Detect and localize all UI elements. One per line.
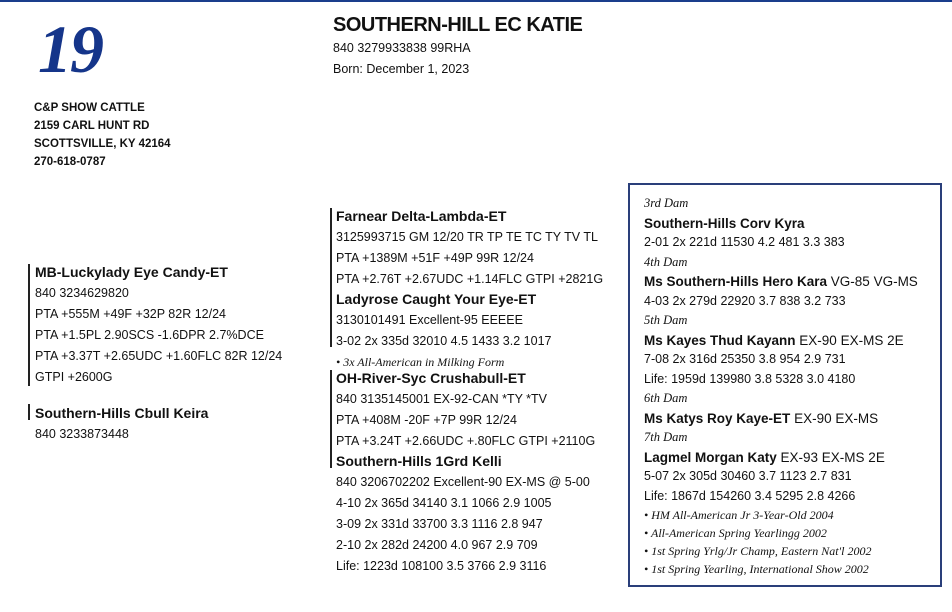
fourth-dam-heading — [644, 272, 918, 292]
maternal-granddam-line-5: Life: 1223d 108100 3.5 3766 2.9 3116 — [336, 559, 547, 573]
seventh-dam-name: Lagmel Morgan Katy — [644, 449, 777, 465]
seventh-dam-record-1: 5-07 2x 305d 30460 3.7 1123 2.7 831 — [644, 469, 852, 483]
maternal-grandsire-line-1: 840 3135145001 EX-92-CAN *TY *TV — [336, 392, 548, 406]
dam-name: Southern-Hills Cbull Keira — [35, 405, 209, 421]
consignor-city: SCOTTSVILLE, KY 42164 — [34, 138, 171, 150]
dam-family-box — [628, 183, 942, 587]
seventh-dam-heading — [644, 448, 918, 468]
paternal-granddam-line-2: 3-02 2x 335d 32010 4.5 1433 3.2 1017 — [336, 334, 552, 348]
pedigree-bar-left-dam — [28, 404, 30, 420]
paternal-grandsire-name: Farnear Delta-Lambda-ET — [336, 208, 507, 224]
fifth-dam-heading — [644, 331, 918, 351]
pedigree-bar-sire-side — [330, 208, 332, 296]
consignor-name: C&P SHOW CATTLE — [34, 102, 145, 114]
fifth-dam-record-1: 7-08 2x 316d 25350 3.8 954 2.9 731 — [644, 352, 846, 366]
fourth-dam-name: Ms Southern-Hills Hero Kara — [644, 274, 828, 289]
seventh-dam-classification: EX-93 EX-MS 2E — [776, 449, 885, 465]
sixth-dam-classification: EX-90 EX-MS — [790, 410, 879, 426]
top-rule — [0, 0, 952, 2]
fifth-dam-name: Ms Kayes Thud Kayann — [644, 332, 796, 348]
seventh-dam-record-2: Life: 1867d 154260 3.4 5295 2.8 4266 — [644, 488, 856, 503]
sixth-dam-label: 6th Dam — [644, 391, 688, 405]
maternal-granddam-name: Southern-Hills 1Grd Kelli — [336, 453, 502, 469]
sixth-dam-name: Ms Katys Roy Kaye-ET — [644, 410, 791, 426]
maternal-granddam — [336, 451, 590, 577]
fourth-dam-classification: VG-85 VG-MS — [827, 274, 918, 289]
paternal-grandsire-line-1: 3125993715 GM 12/20 TR TP TE TC TY TV TL — [336, 230, 598, 244]
dam-registration: 840 3233873448 — [35, 427, 129, 441]
dam — [35, 403, 208, 445]
consignor-street: 2159 CARL HUNT RD — [34, 120, 150, 132]
fourth-dam-record: 4-03 2x 279d 22920 3.7 838 3.2 733 — [644, 293, 846, 308]
seventh-dam-label: 7th Dam — [644, 430, 688, 444]
award-note: • 1st Spring Yrlg/Jr Champ, Eastern Nat'l 2002 — [644, 544, 872, 558]
lot-number: 19 — [38, 11, 102, 87]
award-note: • 1st Spring Yearling, International Show 2002 — [644, 562, 869, 576]
maternal-grandsire — [336, 368, 595, 452]
sire-line-5: GTPI +2600G — [35, 370, 113, 384]
consignor-phone: 270-618-0787 — [34, 156, 106, 168]
sire-line-1: 840 3234629820 — [35, 286, 129, 300]
animal-header — [333, 12, 582, 80]
paternal-grandsire-line-2: PTA +1389M +51F +49P 99R 12/24 — [336, 251, 534, 265]
sire-name: MB-Luckylady Eye Candy-ET — [35, 264, 228, 280]
sire-line-3: PTA +1.5PL 2.90SCS -1.6DPR 2.7%DCE — [35, 328, 264, 342]
sire-line-2: PTA +555M +49F +32P 82R 12/24 — [35, 307, 226, 321]
fifth-dam-label: 5th Dam — [644, 313, 688, 327]
maternal-grandsire-line-3: PTA +3.24T +2.66UDC +.80FLC GTPI +2110G — [336, 434, 596, 448]
paternal-granddam — [336, 289, 551, 373]
paternal-granddam-line-1: 3130101491 Excellent-95 EEEEE — [336, 313, 523, 327]
fifth-dam-classification: EX-90 EX-MS 2E — [795, 332, 904, 348]
maternal-grandsire-name: OH-River-Syc Crushabull-ET — [336, 370, 526, 386]
maternal-granddam-line-4: 2-10 2x 282d 24200 4.0 967 2.9 709 — [336, 538, 538, 552]
pedigree-bar-sire-dam — [330, 291, 332, 347]
paternal-granddam-name: Ladyrose Caught Your Eye-ET — [336, 291, 537, 307]
fifth-dam-record-2: Life: 1959d 139980 3.8 5328 3.0 4180 — [644, 371, 856, 386]
animal-birthdate: Born: December 1, 2023 — [333, 62, 470, 76]
pedigree-bar-left-sire — [28, 264, 30, 386]
sire-line-4: PTA +3.37T +2.65UDC +1.60FLC 82R 12/24 — [35, 349, 283, 363]
animal-registration: 840 3279933838 99RHA — [333, 41, 471, 55]
third-dam-label: 3rd Dam — [644, 196, 689, 210]
maternal-granddam-line-1: 840 3206702202 Excellent-90 EX-MS @ 5-00 — [336, 475, 590, 489]
sixth-dam-heading — [644, 409, 918, 429]
award-note: • All-American Spring Yearlingg 2002 — [644, 526, 827, 540]
maternal-granddam-line-2: 4-10 2x 365d 34140 3.1 1066 2.9 1005 — [336, 496, 552, 510]
award-note: • HM All-American Jr 3-Year-Old 2004 — [644, 508, 834, 522]
third-dam-name: Southern-Hills Corv Kyra — [644, 215, 805, 231]
maternal-granddam-line-3: 3-09 2x 331d 33700 3.3 1116 2.8 947 — [336, 517, 543, 531]
maternal-grandsire-line-2: PTA +408M -20F +7P 99R 12/24 — [336, 413, 517, 427]
third-dam-record: 2-01 2x 221d 11530 4.2 481 3.3 383 — [644, 235, 845, 249]
pedigree-bar-dam-sire — [330, 370, 332, 468]
animal-name: SOUTHERN-HILL EC KATIE — [333, 14, 583, 36]
paternal-grandsire-line-3: PTA +2.76T +2.67UDC +1.14FLC GTPI +2821G — [336, 272, 604, 286]
fourth-dam-label: 4th Dam — [644, 254, 688, 269]
paternal-grandsire — [336, 206, 603, 290]
consignor-info — [34, 99, 171, 171]
paternal-granddam-note: • 3x All-American in Milking Form — [336, 355, 505, 369]
sire — [35, 262, 282, 388]
